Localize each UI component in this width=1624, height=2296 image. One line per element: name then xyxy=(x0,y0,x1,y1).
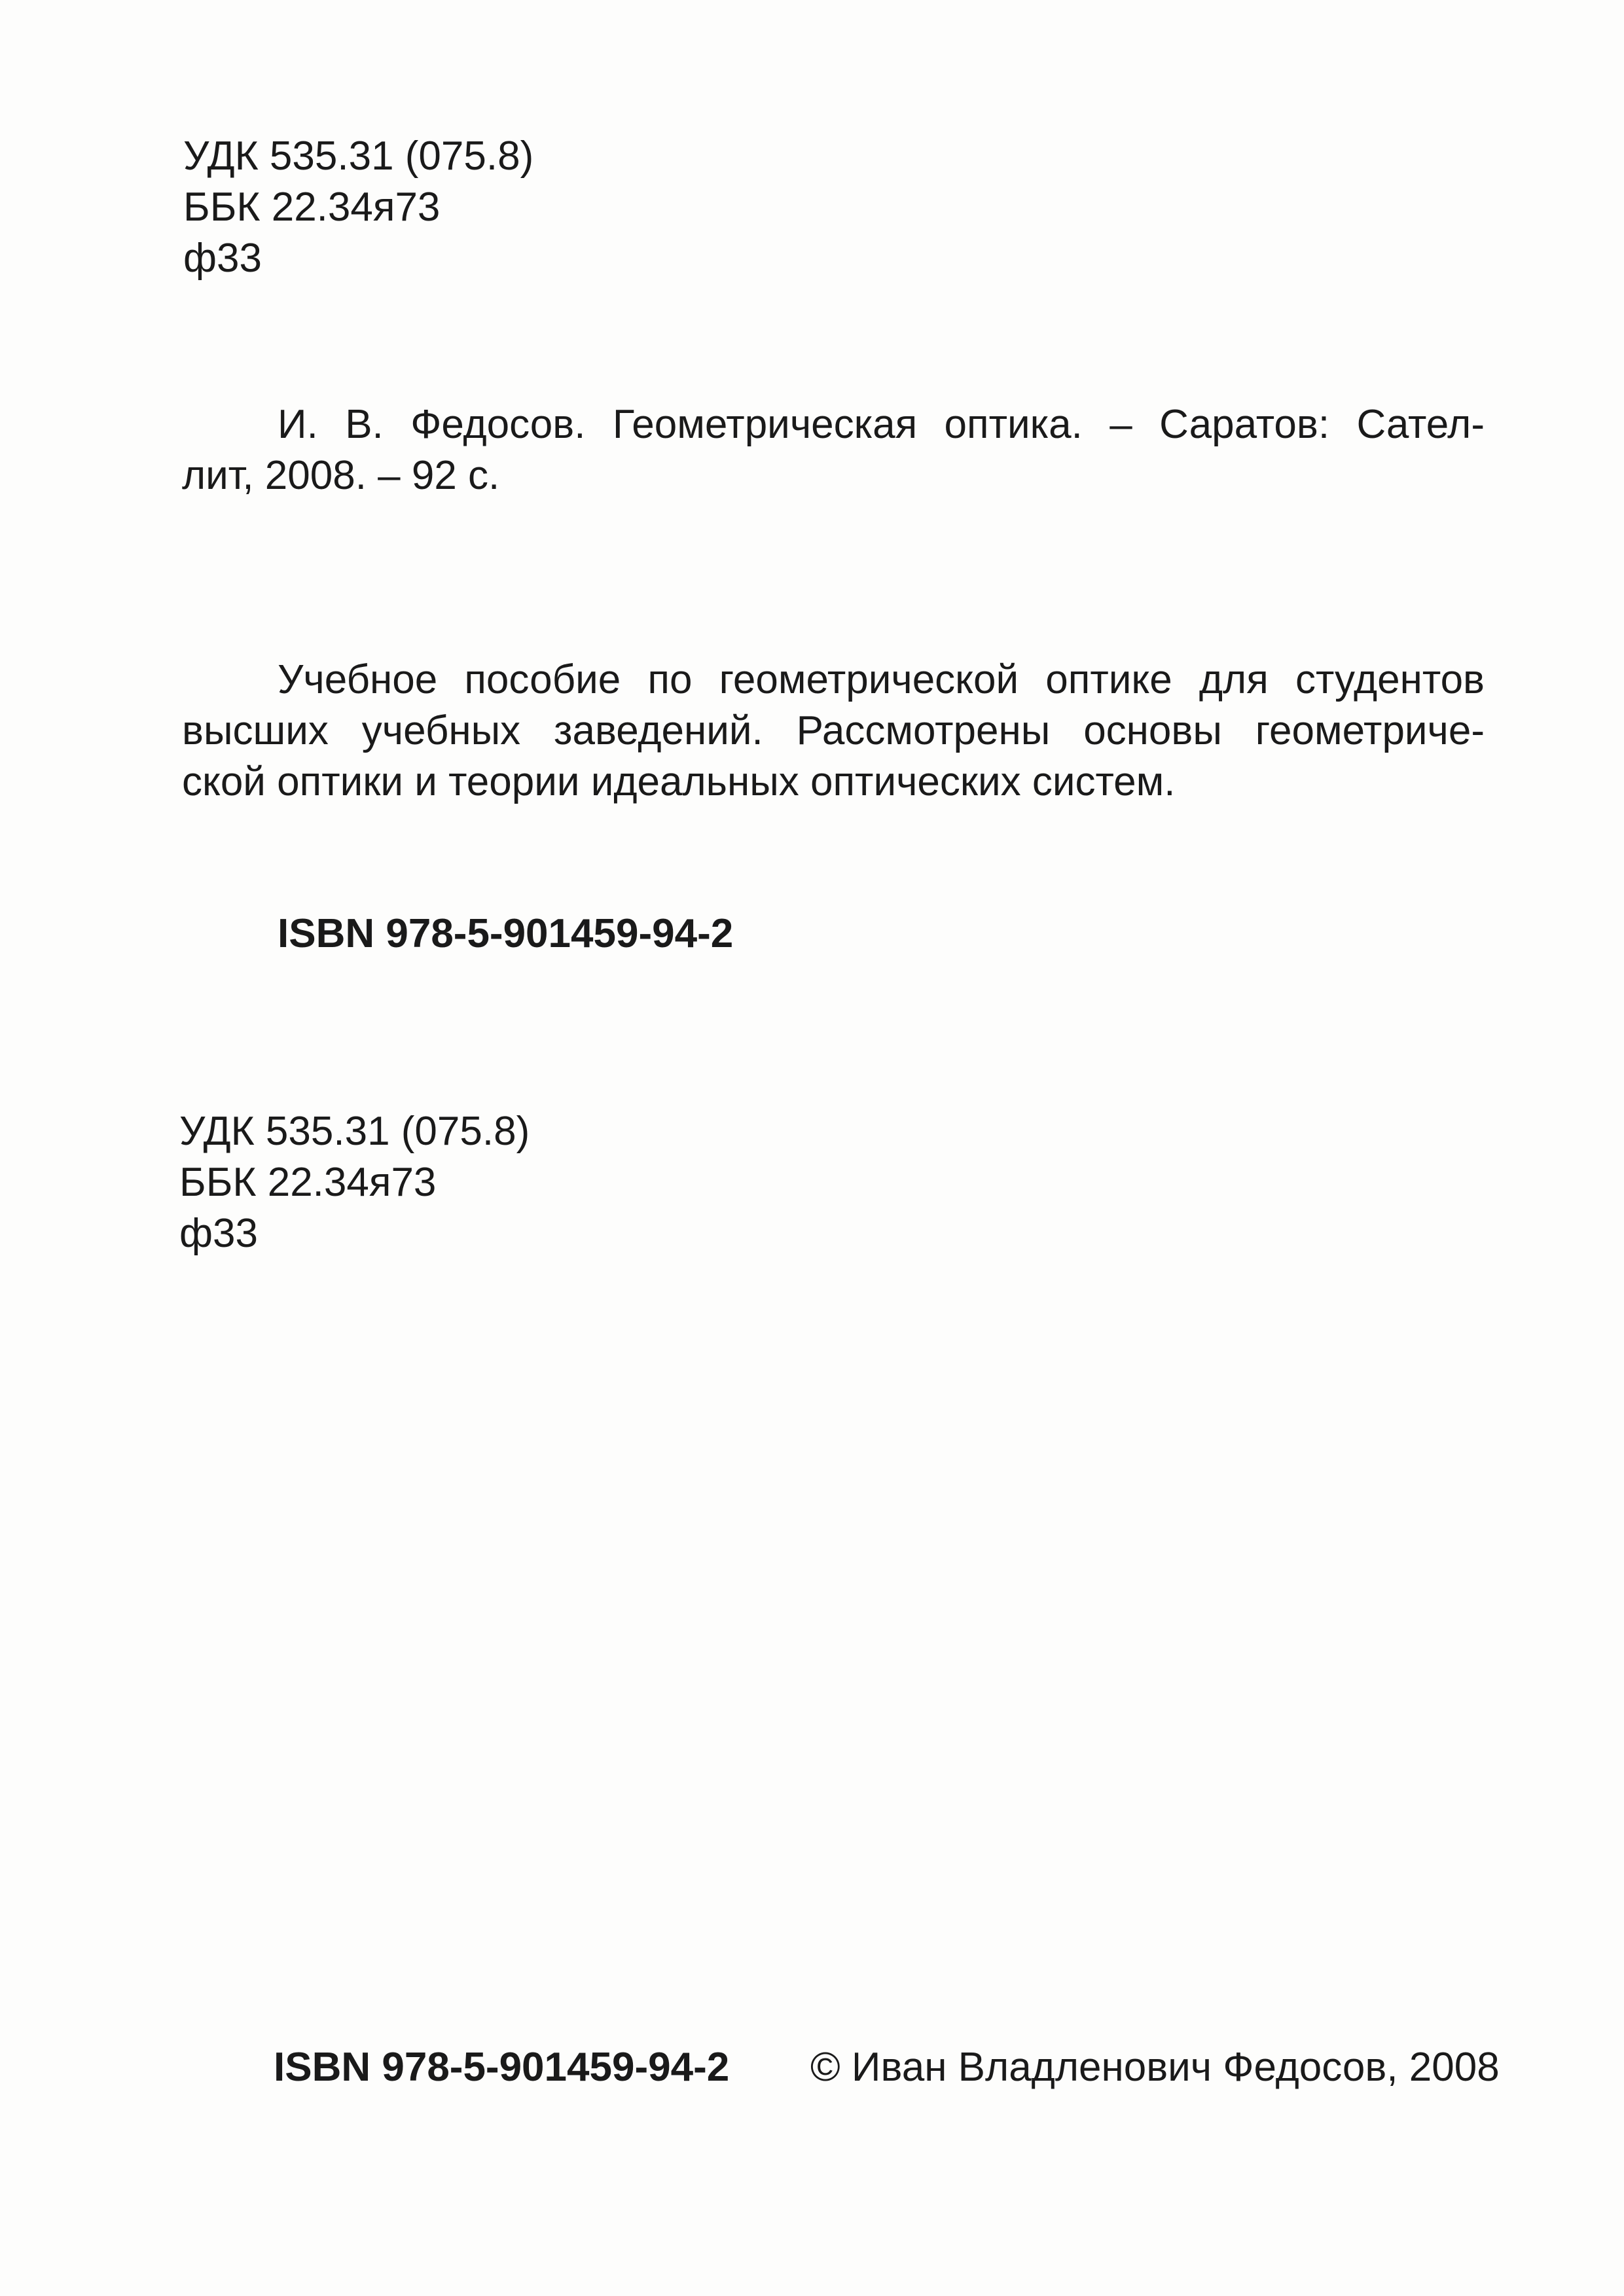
annotation-line: Учебное пособие по геометрической оптике для студентов xyxy=(278,657,1485,702)
footer-copyright: © Иван Владленович Федосов, 2008 xyxy=(810,2045,1500,2090)
author-mark: ф33 xyxy=(179,1211,258,1256)
annotation xyxy=(182,655,1485,808)
footer-isbn: ISBN 978-5-901459-94-2 xyxy=(274,2045,730,2090)
annotation-line: ской оптики и теории идеальных оптических систем. xyxy=(182,759,1176,804)
bibliographic-record xyxy=(182,399,1485,501)
annotation-line: высших учебных заведений. Рассмотрены основы геометриче- xyxy=(182,708,1485,753)
udk-code: УДК 535.31 (075.8) xyxy=(179,1109,530,1154)
bibliographic-record-line: И. В. Федосов. Геометрическая оптика. – Саратов: Сател- xyxy=(278,402,1485,447)
bbk-code: ББК 22.34я73 xyxy=(179,1160,437,1205)
bibliographic-record-line: лит, 2008. – 92 с. xyxy=(182,453,500,498)
bbk-code: ББК 22.34я73 xyxy=(183,185,441,230)
classification-block-top xyxy=(183,131,533,284)
isbn-middle: ISBN 978-5-901459-94-2 xyxy=(278,911,734,956)
udk-code: УДК 535.31 (075.8) xyxy=(183,134,534,179)
author-mark: ф33 xyxy=(183,236,262,281)
classification-block-bottom xyxy=(179,1106,530,1259)
